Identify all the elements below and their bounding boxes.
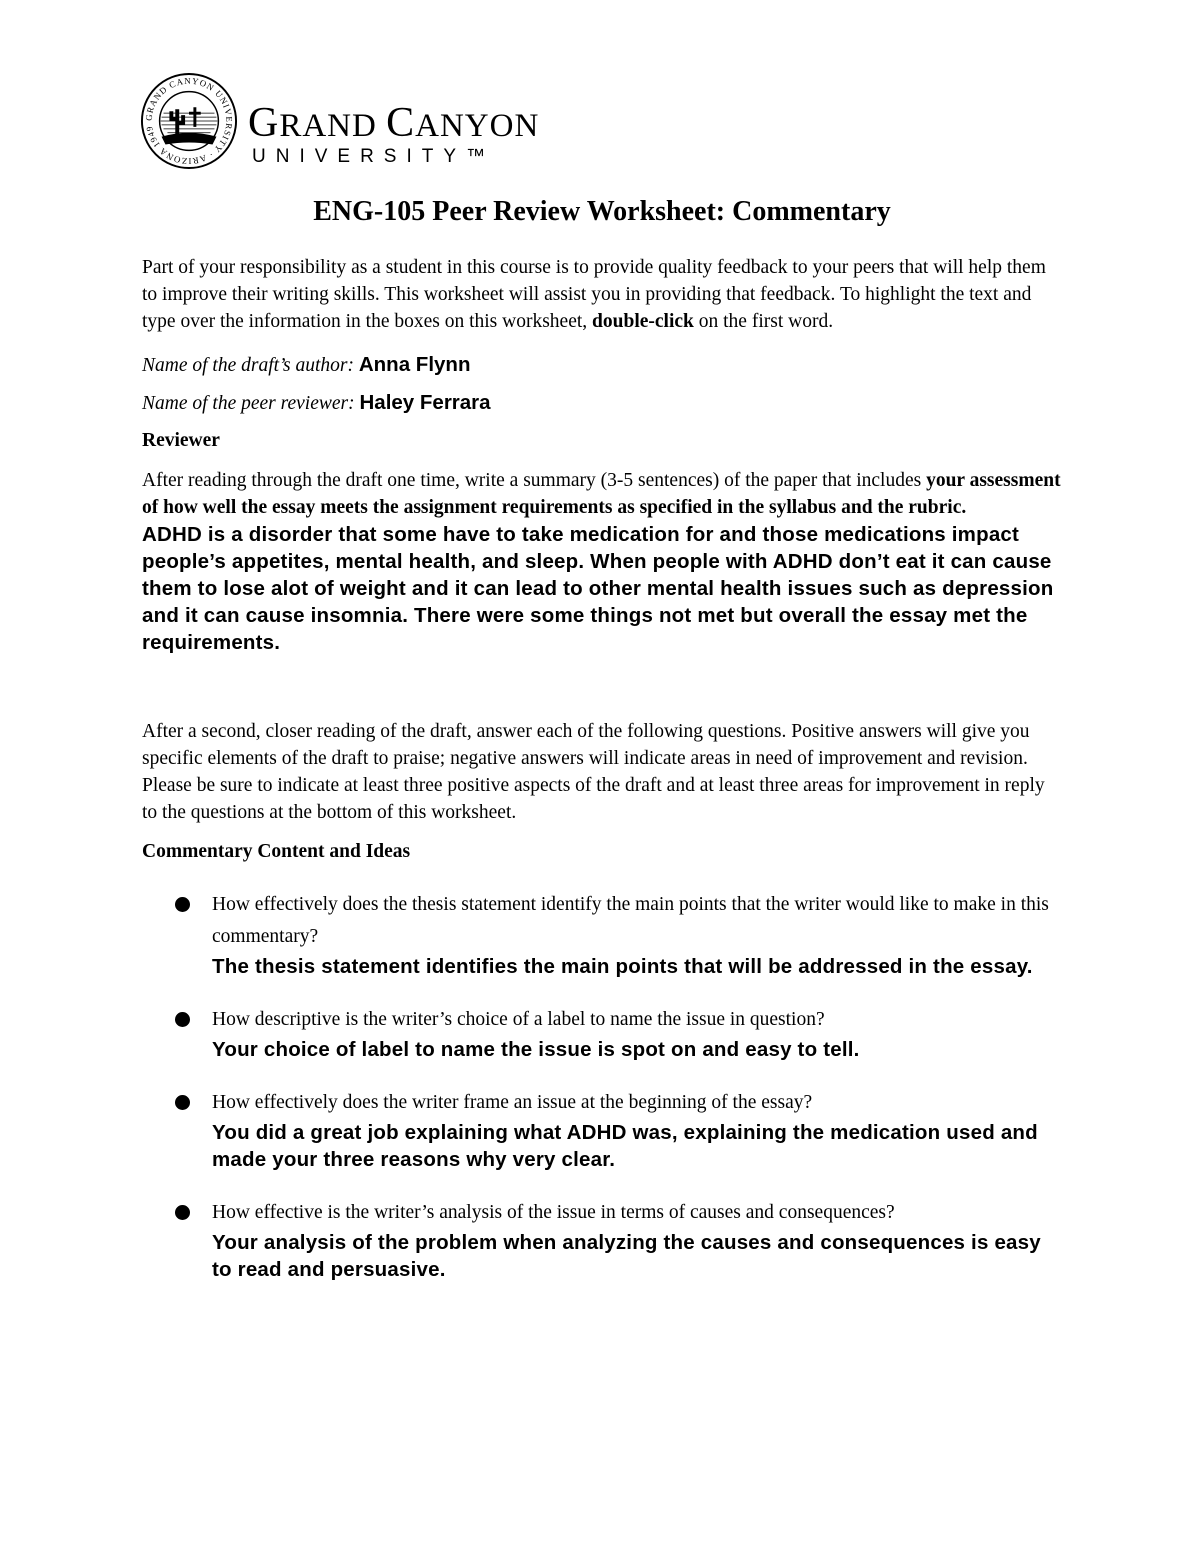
- question-text: How effectively does the writer frame an issue at the beginning of the essay?: [212, 1092, 813, 1113]
- question-text: How descriptive is the writer’s choice of a label to name the issue in question?: [212, 1009, 825, 1030]
- summary-prompt: After reading through the draft one time, write a summary (3-5 sentences) of the paper that includes your assessment of how well the essay meets the assignment requirements as specified in the syllabus and the rubric.: [142, 470, 1061, 518]
- author-value[interactable]: Anna Flynn: [358, 353, 471, 376]
- answer-text[interactable]: The thesis statement identifies the main points that will be addressed in the essay.: [212, 955, 1033, 978]
- list-item: [142, 1087, 1062, 1173]
- list-item: [142, 1197, 1062, 1283]
- bullet-icon: [175, 897, 190, 912]
- svg-text:GRAND CANYON UNIVERSITY · ARIZ: GRAND CANYON UNIVERSITY · ARIZONA 1949: [143, 75, 235, 167]
- content-ideas-heading: Commentary Content and Ideas: [142, 841, 411, 862]
- question-text: How effective is the writer’s analysis of the issue in terms of causes and consequences?: [212, 1202, 895, 1223]
- instructions-paragraph: After a second, closer reading of the draft, answer each of the following questions. Positive answers will give you specific elements of the draft to praise; negative answers will indicate areas in need of improvement and revision. Please be sure to indicate at least three positive aspects of the draft and at least three areas for improvement in reply to the questions at the bottom of this worksheet.: [142, 721, 1045, 823]
- author-label: Name of the draft’s author:: [142, 355, 354, 376]
- bullet-icon: [175, 1095, 190, 1110]
- intro-paragraph: Part of your responsibility as a student in this course is to provide quality feedback to your peers that will help them to improve their writing skills. This worksheet will assist you in providing that feedback. To highlight the text and type over the information in the boxes on this worksheet, double-click on the first word.: [142, 257, 1046, 332]
- university-seal-icon: [140, 72, 238, 170]
- question-text: How effectively does the thesis statement identify the main points that the writer would like to make in this commentary?: [212, 894, 1049, 947]
- university-subtitle: UNIVERSITY™: [252, 146, 496, 167]
- reviewer-value[interactable]: Haley Ferrara: [359, 391, 491, 414]
- list-item: [142, 889, 1062, 980]
- answer-text[interactable]: Your choice of label to name the issue is spot on and easy to tell.: [212, 1038, 860, 1061]
- reviewer-field: [142, 389, 1062, 417]
- university-name: GRAND CANYON: [248, 100, 540, 146]
- university-logo: [140, 72, 580, 172]
- bullet-icon: [175, 1012, 190, 1027]
- bullet-icon: [175, 1205, 190, 1220]
- reviewer-heading: Reviewer: [142, 430, 220, 451]
- author-field: [142, 351, 1062, 379]
- question-list: [142, 889, 1062, 1283]
- reviewer-label: Name of the peer reviewer:: [142, 393, 355, 414]
- worksheet-content: [142, 194, 1062, 1307]
- answer-text[interactable]: Your analysis of the problem when analyzing the causes and consequences is easy to read and persuasive.: [212, 1231, 1041, 1281]
- answer-text[interactable]: You did a great job explaining what ADHD was, explaining the medication used and made your three reasons why very clear.: [212, 1121, 1038, 1171]
- list-item: [142, 1004, 1062, 1063]
- summary-answer[interactable]: ADHD is a disorder that some have to take medication for and those medications impact people’s appetites, mental health, and sleep. When people with ADHD don’t eat it can cause them to lose alot of weight and it can lead to other mental health issues such as depression and it can cause insomnia. There were some things not met but overall the essay met the requirements.: [142, 523, 1054, 654]
- page-title: ENG-105 Peer Review Worksheet: Commentary: [313, 196, 891, 227]
